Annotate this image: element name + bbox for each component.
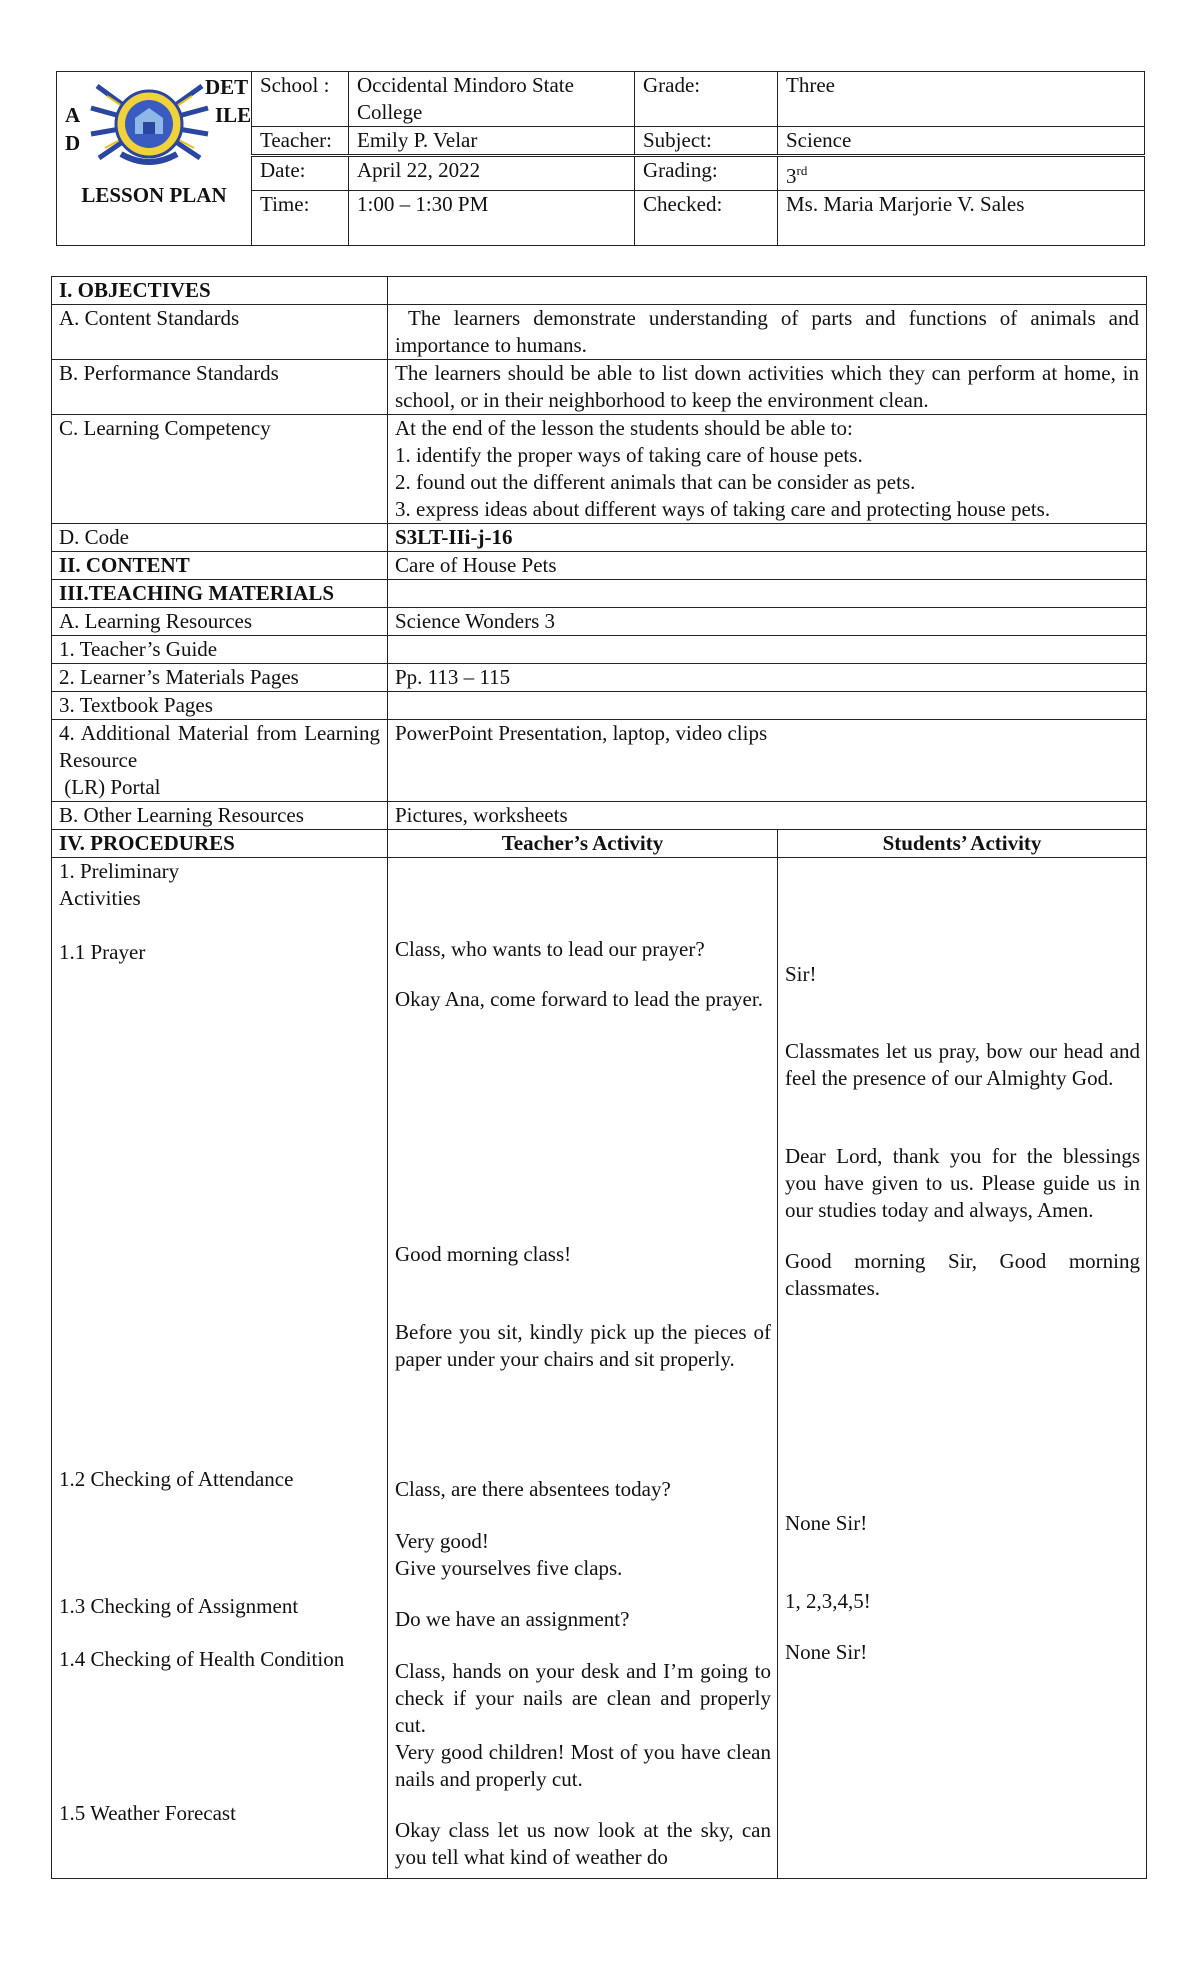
code-label: D. Code — [52, 524, 388, 552]
teacher-line: Give yourselves five claps. — [395, 1556, 623, 1580]
procedure-steps-cell — [52, 858, 388, 1879]
weather-step: 1.5 Weather Forecast — [59, 1801, 236, 1825]
procedures-heading: IV. PROCEDURES — [52, 830, 388, 858]
materials-heading: III.TEACHING MATERIALS — [52, 580, 388, 608]
grading-value: 3rd — [778, 156, 1145, 191]
assignment-step: 1.3 Checking of Assignment — [59, 1594, 299, 1618]
additional-material-label: 4. Additional Material from Learning Resource (LR) Portal — [52, 720, 388, 802]
learning-competency-label: C. Learning Competency — [52, 415, 388, 524]
teacher-line: Do we have an assignment? — [395, 1607, 630, 1631]
teacher-line: Good morning class! — [395, 1242, 572, 1266]
subject-value: Science — [778, 127, 1145, 156]
student-line: Good morning Sir, Good morning classmates. — [785, 1249, 1140, 1300]
time-label: Time: — [252, 191, 349, 246]
header-table — [56, 71, 1145, 246]
performance-standards-label: B. Performance Standards — [52, 360, 388, 415]
lesson-table — [51, 276, 1147, 1879]
code-value: S3LT-IIi-j-16 — [388, 524, 1147, 552]
learning-resources-label: A. Learning Resources — [52, 608, 388, 636]
content-standards-value: The learners demonstrate understanding of parts and functions of animals and importance to humans. — [388, 305, 1147, 360]
student-line: Classmates let us pray, bow our head and feel the presence of our Almighty God. — [785, 1039, 1140, 1090]
performance-standards-value: The learners should be able to list down activities which they can perform at home, in school, or in their neighborhood to keep the environment clean. — [388, 360, 1147, 415]
teacher-line: Okay Ana, come forward to lead the prayer. — [395, 987, 763, 1011]
student-line: None Sir! — [785, 1511, 868, 1535]
grade-value: Three — [778, 72, 1145, 127]
objectives-heading: I. OBJECTIVES — [52, 277, 388, 305]
teacher-label: Teacher: — [252, 127, 349, 156]
logo-cell — [57, 72, 252, 246]
date-value: April 22, 2022 — [349, 156, 635, 191]
student-line: None Sir! — [785, 1640, 868, 1664]
other-resources-value: Pictures, worksheets — [388, 802, 1147, 830]
teacher-value: Emily P. Velar — [349, 127, 635, 156]
health-step: 1.4 Checking of Health Condition — [59, 1647, 345, 1671]
student-line: 1, 2,3,4,5! — [785, 1589, 871, 1613]
additional-material-value: PowerPoint Presentation, laptop, video clips — [388, 720, 1147, 802]
checked-label: Checked: — [635, 191, 778, 246]
teacher-line: Class, who wants to lead our prayer? — [395, 937, 705, 961]
grading-label: Grading: — [635, 156, 778, 191]
subject-label: Subject: — [635, 127, 778, 156]
time-value: 1:00 – 1:30 PM — [349, 191, 635, 246]
teacher-line: Before you sit, kindly pick up the pieces of paper under your chairs and sit properly. — [395, 1320, 771, 1371]
prayer-step: 1.1 Prayer — [59, 940, 146, 964]
grade-label: Grade: — [635, 72, 778, 127]
checked-value: Ms. Maria Marjorie V. Sales — [778, 191, 1145, 246]
teacher-activity-cell — [388, 858, 778, 1879]
teachers-guide-label: 1. Teacher’s Guide — [52, 636, 388, 664]
lesson-plan-title: LESSON PLAN — [81, 183, 227, 207]
teacher-line: Class, hands on your desk and I’m going to check if your nails are clean and properly cut. — [395, 1659, 771, 1737]
learners-materials-label: 2. Learner’s Materials Pages — [52, 664, 388, 692]
teacher-activity-header: Teacher’s Activity — [388, 830, 778, 858]
student-line: Sir! — [785, 962, 817, 986]
logo-letter-ile: ILE — [215, 103, 252, 127]
other-resources-label: B. Other Learning Resources — [52, 802, 388, 830]
textbook-pages-label: 3. Textbook Pages — [52, 692, 388, 720]
learning-competency-value: At the end of the lesson the students should be able to: 1. identify the proper ways of taking care of house pets. 2. found out the different animals that can be consider as pets. 3. express ideas about different ways of taking care and protecting house pets. — [388, 415, 1147, 524]
learners-materials-value: Pp. 113 – 115 — [388, 664, 1147, 692]
logo-letter-a: A — [65, 103, 81, 127]
students-activity-header: Students’ Activity — [778, 830, 1147, 858]
teacher-line: Class, are there absentees today? — [395, 1477, 671, 1501]
school-label: School : — [252, 72, 349, 127]
teacher-line: Very good children! Most of you have clean nails and properly cut. — [395, 1740, 771, 1791]
logo-letter-d: D — [65, 131, 81, 155]
content-standards-label: A. Content Standards — [52, 305, 388, 360]
prelim-label: 1. Preliminary — [59, 859, 180, 883]
teacher-line: Very good! — [395, 1529, 489, 1553]
school-value: Occidental Mindoro State College — [349, 72, 635, 127]
date-label: Date: — [252, 156, 349, 191]
student-line: Dear Lord, thank you for the blessings you have given to us. Please guide us in our studies today and always, Amen. — [785, 1144, 1140, 1222]
attendance-step: 1.2 Checking of Attendance — [59, 1467, 294, 1491]
content-heading: II. CONTENT — [52, 552, 388, 580]
school-logo-icon — [87, 78, 212, 170]
content-value: Care of House Pets — [388, 552, 1147, 580]
learning-resources-value: Science Wonders 3 — [388, 608, 1147, 636]
prelim-label-2: Activities — [59, 886, 141, 910]
teacher-line: Okay class let us now look at the sky, can you tell what kind of weather do — [395, 1818, 771, 1869]
students-activity-cell — [778, 858, 1147, 1879]
logo-letter-det: DET — [205, 75, 249, 99]
